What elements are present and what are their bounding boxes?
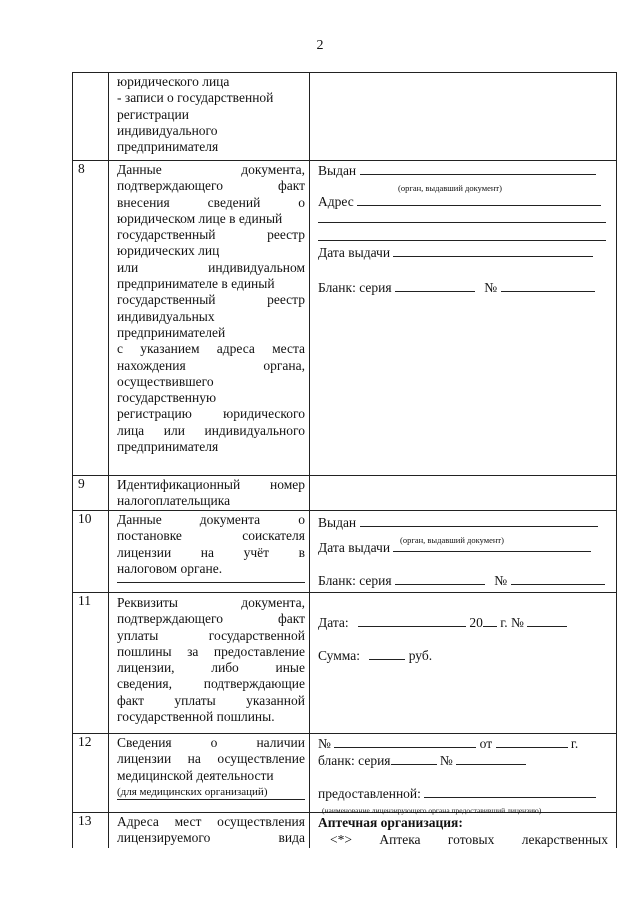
sum-field[interactable] xyxy=(369,647,405,660)
license-from-label: от xyxy=(479,736,493,751)
table-row xyxy=(72,812,616,848)
form-series-field[interactable] xyxy=(395,279,475,292)
table-row xyxy=(72,72,616,160)
table-row xyxy=(72,475,616,510)
issued-label: Выдан xyxy=(318,163,357,178)
issued-by-field[interactable] xyxy=(360,162,596,175)
fee-payment-fields xyxy=(318,614,608,684)
issue-date-label: Дата выдачи xyxy=(318,540,391,555)
year-prefix: 20 xyxy=(469,615,483,630)
application-form-table xyxy=(72,72,616,848)
row-description: Данные документа о постановке соискателя лицензии на учёт в налоговом органе. xyxy=(117,512,305,576)
issue-date-field[interactable] xyxy=(393,539,591,552)
page-number: 2 xyxy=(316,38,324,53)
row-number: 12 xyxy=(78,734,92,749)
issued-caption: (орган, выдавший документ) xyxy=(398,183,502,193)
payment-number-field[interactable] xyxy=(527,614,567,627)
table-row xyxy=(72,733,616,815)
provided-by-field[interactable] xyxy=(424,785,596,798)
row-number: 8 xyxy=(78,161,85,176)
license-number-field[interactable] xyxy=(334,735,476,748)
row-description: Сведения о наличии лицензии на осуществление медицинской деятельности (для медицинских организаций) xyxy=(117,735,305,798)
issue-date-label: Дата выдачи xyxy=(318,245,391,260)
form-number-field[interactable] xyxy=(501,279,595,292)
row-number: 9 xyxy=(78,476,85,491)
field-underline xyxy=(117,582,305,583)
address-field-line[interactable] xyxy=(318,240,606,241)
table-row xyxy=(72,592,616,733)
row-description: юридического лица - записи о государственной регистрации индивидуального предпринимателя xyxy=(117,74,274,155)
year-number-label: г. № xyxy=(500,615,524,630)
license-date-field[interactable] xyxy=(496,735,568,748)
row-description: Реквизиты документа, подтверждающего факт уплаты государственной пошлины за предоставление лицензии, либо иные сведения, подтверждающие факт уплаты указанной государственной пошлины. xyxy=(117,595,305,725)
row-number: 13 xyxy=(78,813,92,828)
activity-address-fields xyxy=(318,814,608,848)
row-number: 11 xyxy=(78,593,91,608)
license-form-number-label: № xyxy=(439,753,453,768)
sum-label: Сумма: xyxy=(318,648,360,663)
issue-date-field[interactable] xyxy=(393,244,593,257)
issued-by-field[interactable] xyxy=(360,514,598,527)
license-fields xyxy=(318,735,608,815)
year-field[interactable] xyxy=(483,614,497,627)
form-series-label: Бланк: серия xyxy=(318,280,392,295)
currency-label: руб. xyxy=(408,648,433,663)
form-series-field[interactable] xyxy=(395,572,485,585)
license-series-field[interactable] xyxy=(391,752,437,765)
table-border-right xyxy=(616,72,617,848)
tax-registration-fields xyxy=(318,514,608,590)
issuer-field-group xyxy=(318,162,608,322)
provided-caption: (наименование лицензирующего органа предоставивший лицензию) xyxy=(322,806,542,815)
provided-by-label: предоставленной: xyxy=(318,786,421,801)
license-form-number-field[interactable] xyxy=(456,752,526,765)
row-description: Данные документа, подтверждающего факт внесения сведений о юридическом лице в единый государственный реестр юридических лиц или индивидуальном предпринимателе в единый государственный реестр индивидуальных предпринимателей с указанием адреса места нахождения органа, осуществившего государственную регистрацию юридического лица или индивидуального предпринимателя xyxy=(117,162,305,455)
license-number-label: № xyxy=(318,736,331,751)
license-series-label: бланк: серия xyxy=(318,753,391,768)
address-field-line[interactable] xyxy=(318,222,606,223)
address-field[interactable] xyxy=(357,193,601,206)
row-description: Адреса мест осуществления лицензируемого вида xyxy=(117,814,305,846)
form-number-field[interactable] xyxy=(511,572,605,585)
table-row xyxy=(72,510,616,592)
form-number-label: № xyxy=(484,280,498,295)
license-year-label: г. xyxy=(570,736,579,751)
table-row xyxy=(72,160,616,475)
payment-date-field[interactable] xyxy=(358,614,466,627)
issued-caption: (орган, выдавший документ) xyxy=(400,535,504,545)
payment-date-label: Дата: xyxy=(318,615,349,630)
pharmacy-title: Аптечная организация: xyxy=(318,815,463,830)
pharmacy-text: <*> Аптека готовых лекарственных xyxy=(330,832,608,847)
field-underline xyxy=(117,799,305,800)
row-number: 10 xyxy=(78,511,92,526)
address-label: Адрес xyxy=(318,194,354,209)
form-series-label: Бланк: серия xyxy=(318,573,392,588)
row-description: Идентификационный номер налогоплательщика xyxy=(117,477,305,509)
issued-label: Выдан xyxy=(318,515,357,530)
form-number-label: № xyxy=(494,573,508,588)
